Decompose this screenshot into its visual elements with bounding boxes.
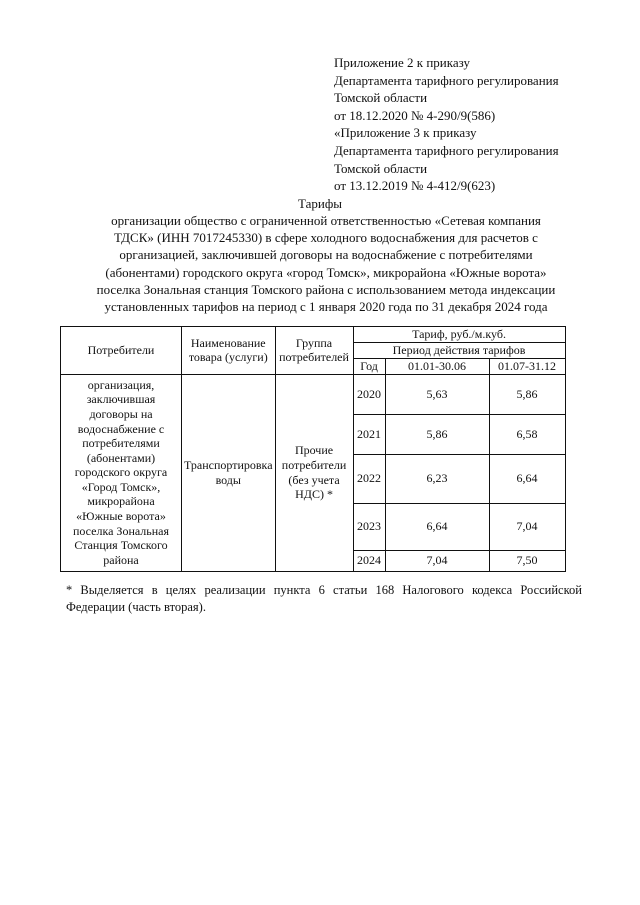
appendix-line: от 18.12.2020 № 4-290/9(586)	[334, 107, 496, 123]
header-period: Период действия тарифов	[353, 343, 565, 359]
consumer-line: поселка Зональная	[72, 523, 170, 538]
consumer-line: договоры на	[89, 406, 153, 421]
row-year: 2020	[353, 374, 385, 414]
consumer-group	[275, 374, 353, 571]
row-tariff-period2: 5,86	[489, 374, 565, 414]
goods-line: Транспортировка	[184, 458, 273, 472]
header-goods-line: товара (услуги)	[188, 350, 268, 365]
row-tariff-period2: 7,50	[489, 550, 565, 571]
appendix-line: от 13.12.2019 № 4-412/9(623)	[334, 178, 496, 194]
header-consumers: Потребители	[61, 327, 182, 375]
footnote-line: Федерации (часть вторая).	[66, 600, 206, 614]
subtitle-line: установленных тарифов на период с 1 января 2020 года по 31 декабря 2024 года	[104, 299, 548, 315]
header-goods	[182, 327, 276, 375]
row-tariff-period1: 6,64	[385, 503, 489, 550]
appendix-line: Департамента тарифного регулирования	[334, 142, 559, 158]
group-line: Прочие	[294, 443, 334, 458]
consumer-line: района	[103, 552, 139, 567]
row-year: 2022	[353, 454, 385, 503]
row-tariff-period2: 6,64	[489, 454, 565, 503]
consumer-line: микрорайона	[87, 494, 155, 509]
subtitle-line: организации общество с ограниченной ответственностью «Сетевая компания	[111, 213, 541, 228]
row-year: 2023	[353, 503, 385, 550]
row-tariff-period2: 7,04	[489, 503, 565, 550]
consumer-line: «Южные ворота»	[76, 509, 166, 524]
consumer-line: организация,	[87, 377, 155, 392]
row-tariff-period1: 5,86	[385, 414, 489, 454]
subtitle-line: (абонентами) городского округа «город Томск», микрорайона «Южные ворота»	[105, 264, 547, 280]
header-group	[275, 327, 353, 375]
footnote-line: * Выделяется в целях реализации пункта 6 статьи 168 Налогового кодекса Российской	[66, 583, 582, 597]
row-tariff-period1: 7,04	[385, 550, 489, 571]
header-year: Год	[353, 358, 385, 374]
header-group-line: потребителей	[279, 350, 349, 365]
appendix-line: Томской области	[334, 90, 428, 106]
consumer-line: Станция Томского	[74, 538, 168, 553]
group-line: НДС) *	[295, 487, 333, 502]
appendix-reference-block	[334, 54, 624, 195]
row-tariff-period1: 5,63	[385, 374, 489, 414]
row-tariff-period2: 6,58	[489, 414, 565, 454]
header-period2: 01.07-31.12	[489, 358, 565, 374]
document-subtitle	[66, 212, 586, 315]
consumer-line: (абонентами)	[86, 450, 156, 465]
group-line: (без учета	[288, 472, 340, 487]
tariff-table	[60, 326, 566, 572]
subtitle-line: поселка Зональная станция Томского района с использованием метода индексации	[96, 281, 556, 297]
row-tariff-period1: 6,23	[385, 454, 489, 503]
goods-line: воды	[215, 472, 241, 487]
header-tariff: Тариф, руб./м.куб.	[353, 327, 565, 343]
subtitle-line: организацией, заключившей договоры на водоснабжение с потребителями	[119, 247, 533, 263]
consumer-line: городского округа	[74, 465, 168, 480]
appendix-line: Департамента тарифного регулирования	[334, 72, 559, 88]
footnote	[66, 582, 582, 616]
appendix-line: «Приложение 3 к приказу	[334, 125, 477, 141]
header-goods-line: Наименование	[190, 335, 266, 350]
goods-name	[182, 374, 276, 571]
consumer-line: «Город Томск»,	[81, 479, 161, 494]
appendix-line: Приложение 2 к приказу	[334, 55, 471, 70]
row-year: 2024	[353, 550, 385, 571]
group-line: потребители	[281, 458, 347, 472]
consumer-line: потребителями	[82, 436, 160, 451]
consumer-line: заключившая	[86, 392, 156, 407]
row-year: 2021	[353, 414, 385, 454]
header-group-line: Группа	[295, 335, 333, 350]
consumer-line: водоснабжение с	[77, 421, 165, 436]
consumer-description	[61, 374, 182, 571]
appendix-line: Томской области	[334, 160, 428, 176]
document-title: Тарифы	[297, 196, 342, 211]
header-period1: 01.01-30.06	[385, 358, 489, 374]
subtitle-line: ТДСК» (ИНН 7017245330) в сфере холодного водоснабжения для расчетов с	[114, 230, 538, 246]
